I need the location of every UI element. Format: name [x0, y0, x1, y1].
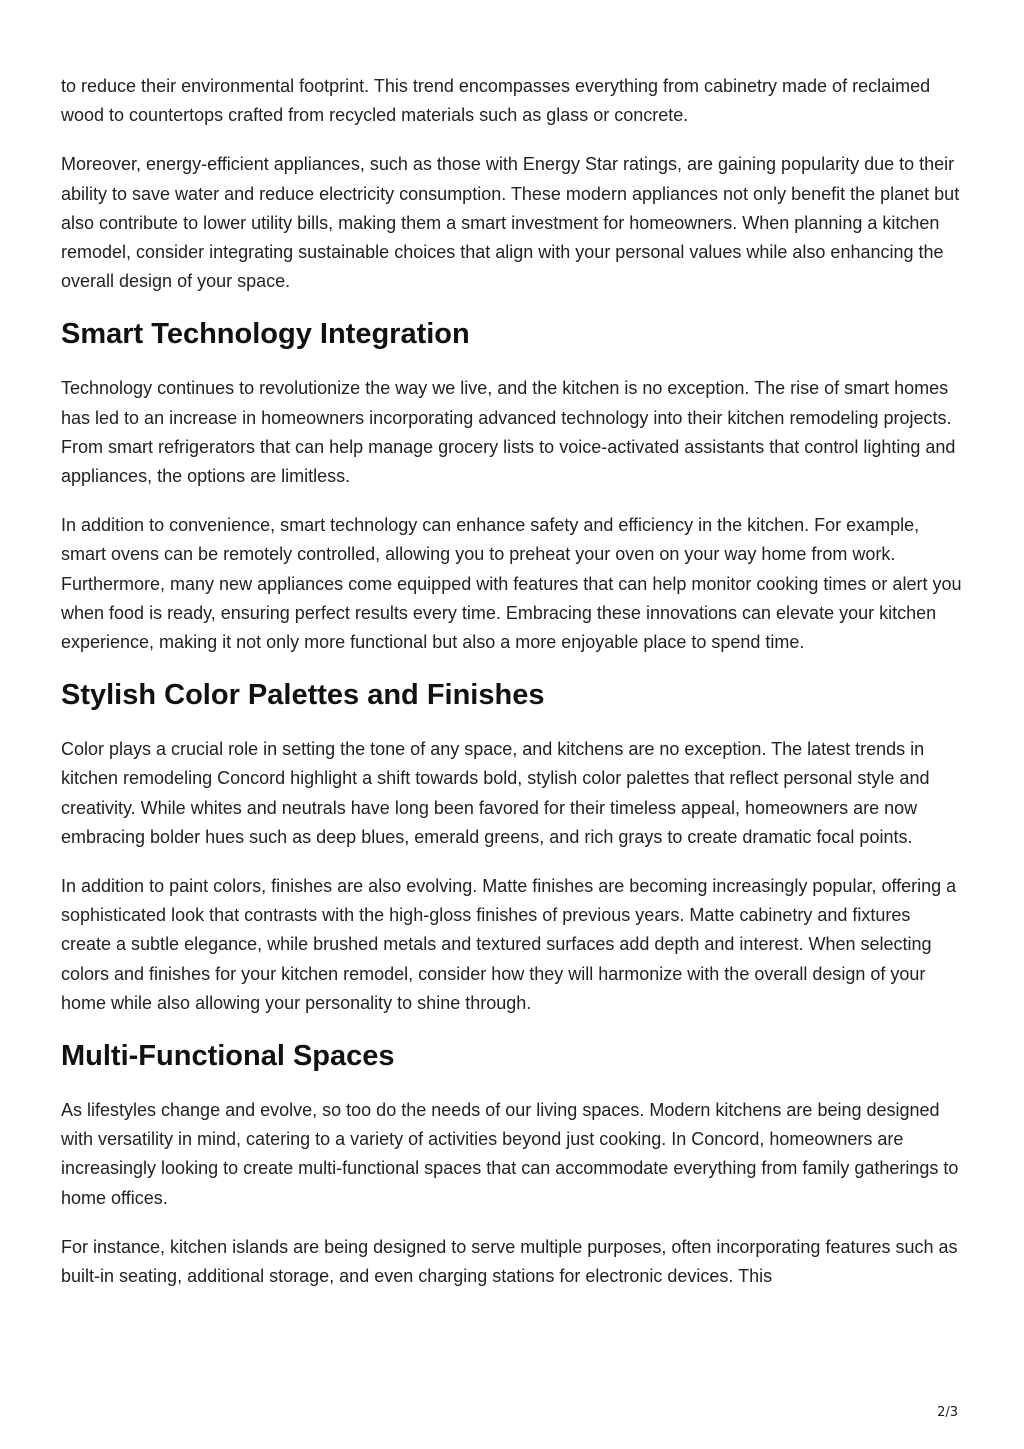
- section-heading: Multi-Functional Spaces: [61, 1040, 395, 1073]
- document-page: [61, 72, 963, 1311]
- page-number: 2/3: [937, 1405, 958, 1420]
- paragraph: In addition to paint colors, finishes are also evolving. Matte finishes are becoming increasingly popular, offering a sophisticated look that contrasts with the high-gloss finishes of previous years. Matte cabinetry and fixtures create a subtle elegance, while brushed metals and textured surfaces add depth and interest. When selecting colors and finishes for your kitchen remodel, consider how they will harmonize with the overall design of your home while also allowing your personality to shine through.: [61, 876, 957, 1013]
- paragraph: For instance, kitchen islands are being designed to serve multiple purposes, often incorporating features such as built-in seating, additional storage, and even charging stations for electronic devices. This: [61, 1236, 958, 1287]
- paragraph: Moreover, energy-efficient appliances, such as those with Energy Star ratings, are gaining popularity due to their ability to save water and reduce electricity consumption. These modern appliances not only benefit the planet but also contribute to lower utility bills, making them a smart investment for homeowners. When planning a kitchen remodel, consider integrating sustainable choices that align with your personal values while also enhancing the overall design of your space.: [61, 154, 960, 292]
- paragraph: As lifestyles change and evolve, so too do the needs of our living spaces. Modern kitchens are being designed with versatility in mind, catering to a variety of activities beyond just cooking. In Concord, homeowners are increasingly looking to create multi-functional spaces that can accommodate everything from family gatherings to home offices.: [61, 1100, 959, 1208]
- paragraph: to reduce their environmental footprint. This trend encompasses everything from cabinetry made of reclaimed wood to countertops crafted from recycled materials such as glass or concrete.: [61, 76, 931, 126]
- paragraph: Technology continues to revolutionize the way we live, and the kitchen is no exception. The rise of smart homes has led to an increase in homeowners incorporating advanced technology into their kitchen remodeling projects. From smart refrigerators that can help manage grocery lists to voice-activated assistants that control lighting and appliances, the options are limitless.: [61, 378, 956, 487]
- section-heading: Smart Technology Integration: [61, 318, 470, 351]
- section-heading: Stylish Color Palettes and Finishes: [61, 679, 545, 712]
- paragraph: In addition to convenience, smart technology can enhance safety and efficiency in the kitchen. For example, smart ovens can be remotely controlled, allowing you to preheat your oven on your way home from work. Furthermore, many new appliances come equipped with features that can help monitor cooking times or alert you when food is ready, ensuring perfect results every time. Embracing these innovations can elevate your kitchen experience, making it not only more functional but also a more enjoyable place to spend time.: [61, 515, 962, 653]
- paragraph: Color plays a crucial role in setting the tone of any space, and kitchens are no exception. The latest trends in kitchen remodeling Concord highlight a shift towards bold, stylish color palettes that reflect personal style and creativity. While whites and neutrals have long been favored for their timeless appeal, homeowners are now embracing bolder hues such as deep blues, emerald greens, and rich grays to create dramatic focal points.: [61, 739, 930, 847]
